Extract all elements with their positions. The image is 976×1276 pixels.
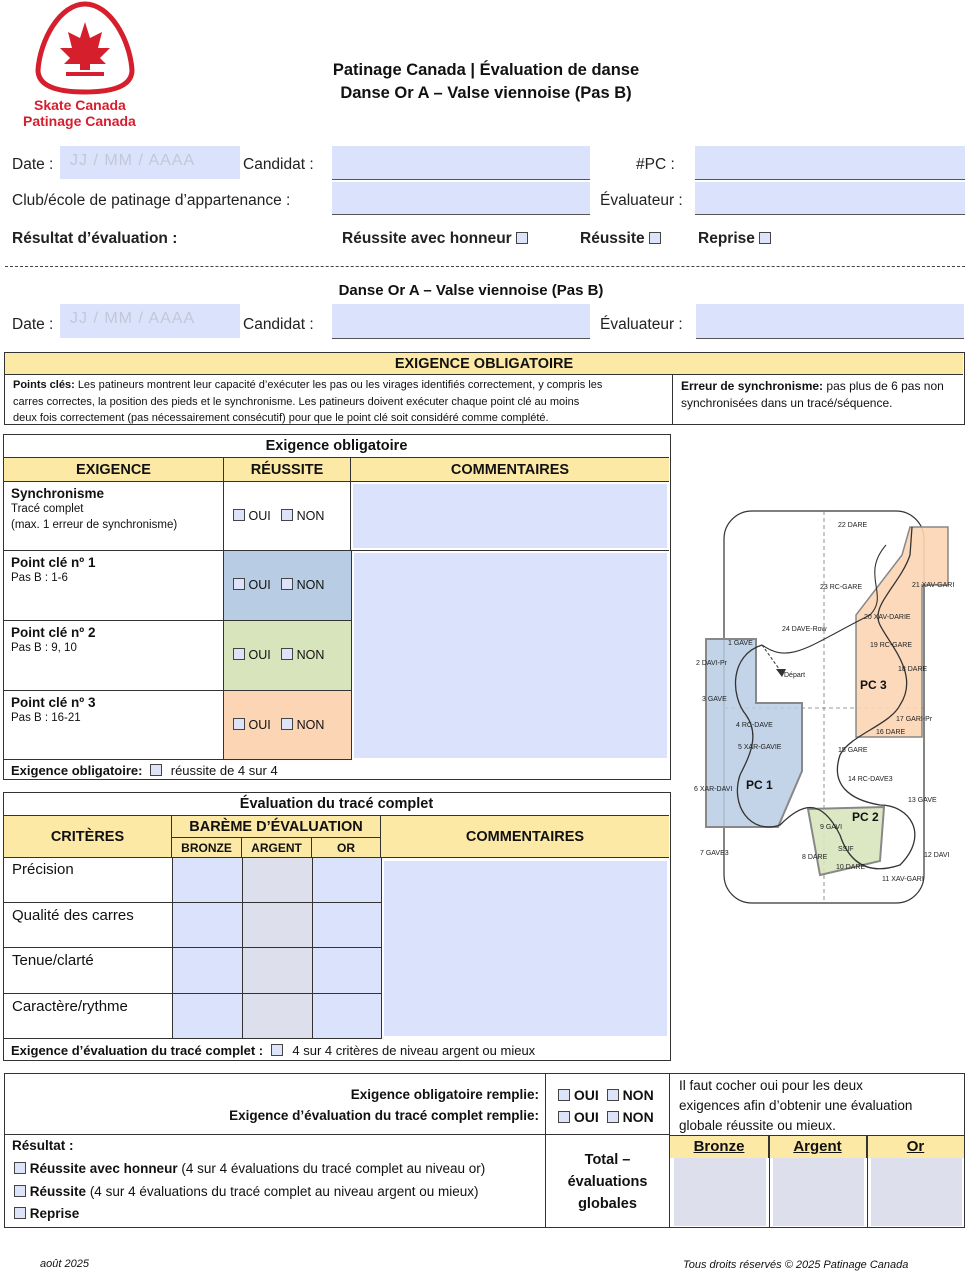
sync-error-line1: pas plus de 6 pas non — [826, 379, 944, 393]
diagram-label-13: 13 GAVE — [908, 797, 937, 804]
pattern-met-no-label: NON — [622, 1109, 654, 1125]
logo-text-fr: Patinage Canada — [23, 113, 136, 129]
col-scale-header: BARÈME D’ÉVALUATION — [172, 816, 381, 838]
kp1-cell — [4, 551, 224, 620]
key-points-text — [13, 377, 668, 427]
second-evaluator-label: Évaluateur : — [600, 316, 683, 333]
mandatory-footer-label: Exigence obligatoire: — [11, 763, 143, 778]
edges-bronze-cell[interactable] — [172, 903, 242, 947]
page-title: Patinage Canada | Évaluation de danse — [332, 61, 640, 79]
kp3-yes-checkbox[interactable] — [233, 718, 245, 730]
summary-result-section — [5, 1135, 546, 1227]
pattern-footer-text: 4 sur 4 critères de niveau argent ou mieux — [292, 1043, 536, 1058]
summary-retry-checkbox[interactable] — [14, 1207, 26, 1219]
carriage-gold-cell[interactable] — [312, 948, 381, 993]
kp2-title: Point clé nº 2 — [11, 625, 96, 640]
summary-pass-checkbox[interactable] — [14, 1185, 26, 1197]
pattern-met-yes-checkbox[interactable] — [558, 1111, 570, 1123]
level-gold-header: OR — [312, 838, 381, 858]
summary-honor-rest: (4 sur 4 évaluations du tracé complet au niveau or) — [181, 1161, 486, 1176]
summary-requirements — [5, 1074, 546, 1135]
result-retry-option[interactable] — [698, 230, 771, 248]
footer-date: août 2025 — [40, 1258, 89, 1270]
mandatory-row-kp1 — [4, 551, 351, 621]
kp1-success-cell — [224, 551, 351, 620]
sync-sub1: Tracé complet — [11, 503, 84, 515]
result-honor-checkbox[interactable] — [516, 232, 528, 244]
diagram-label-14: 14 RC-DAVE3 — [848, 776, 893, 783]
carriage-bronze-cell[interactable] — [172, 948, 242, 993]
criteria-row-carriage — [4, 948, 381, 994]
criteria-carriage-label: Tenue/clarté — [12, 952, 94, 969]
mandatory-table — [3, 434, 671, 780]
character-silver-cell[interactable] — [242, 994, 312, 1038]
mandatory-met-options — [558, 1087, 654, 1103]
kp3-sub1: Pas B : 16-21 — [11, 712, 81, 724]
diagram-label-3: 3 GAVE — [702, 696, 727, 703]
col-success-header: RÉUSSITE — [224, 458, 351, 482]
result-pass-option[interactable] — [580, 230, 661, 248]
kp1-no-label: NON — [296, 578, 325, 592]
summary-silver-header: Argent — [769, 1136, 867, 1158]
pattern-met-yes-label: OUI — [573, 1109, 599, 1125]
diagram-label-23: 23 RC-GARE — [820, 584, 863, 591]
key-points-line3: deux fois correctement (pas nécessairement consécutif) pour que le point clé soit considéré comme complété. — [13, 412, 549, 424]
kp1-no-checkbox[interactable] — [281, 578, 293, 590]
summary-gold-header: Or — [867, 1136, 964, 1158]
diagram-label-10: 10 DARE — [836, 864, 866, 871]
evaluator-label: Évaluateur : — [600, 192, 683, 209]
mandatory-footer — [11, 763, 278, 778]
kp2-sub1: Pas B : 9, 10 — [11, 642, 77, 654]
kp2-cell — [4, 621, 224, 690]
kp3-no-checkbox[interactable] — [281, 718, 293, 730]
diagram-label-8: 8 DARE — [802, 854, 828, 861]
diagram-pc2: PC 2 — [852, 810, 879, 824]
second-date-label: Date : — [12, 316, 54, 333]
kp3-success-cell — [224, 691, 351, 759]
key-points-label: Points clés: — [13, 379, 75, 391]
kp1-title: Point clé nº 1 — [11, 555, 96, 570]
summary-gold-field[interactable] — [871, 1158, 962, 1226]
diagram-label-ssif: SSIF — [838, 846, 854, 853]
club-label: Club/école de patinage d’appartenance : — [12, 192, 291, 209]
summary-note-line1: Il faut cocher oui pour les deux — [679, 1078, 863, 1093]
character-bronze-cell[interactable] — [172, 994, 242, 1038]
summary-level-divider-1 — [769, 1136, 770, 1228]
diagram-label-12: 12 DAVI — [924, 852, 950, 859]
second-evaluator-field[interactable] — [696, 304, 964, 339]
diagram-label-15: 15 GARE — [838, 747, 868, 754]
criteria-row-character — [4, 994, 381, 1039]
diagram-label-7: 7 GAVE3 — [700, 850, 729, 857]
pattern-footer — [11, 1043, 535, 1058]
diagram-label-9: 9 GAVI — [820, 824, 843, 831]
pc-field[interactable] — [695, 146, 965, 180]
pattern-comments-divider — [381, 858, 382, 1039]
kp2-yes-label: OUI — [248, 648, 271, 662]
mandatory-table-caption: Exigence obligatoire — [4, 435, 669, 458]
diagram-label-22: 22 DARE — [838, 522, 868, 529]
mandatory-row-sync — [4, 482, 669, 551]
summary-bronze-header: Bronze — [670, 1136, 769, 1158]
mandatory-info-title: EXIGENCE OBLIGATOIRE — [5, 353, 963, 375]
precision-bronze-cell[interactable] — [172, 858, 242, 902]
kp1-yes-label: OUI — [248, 578, 271, 592]
result-pass-checkbox[interactable] — [649, 232, 661, 244]
mandatory-met-no-label: NON — [622, 1087, 654, 1103]
kp3-no-label: NON — [296, 718, 325, 732]
kp1-sub1: Pas B : 1-6 — [11, 572, 68, 584]
sync-error-text — [681, 378, 961, 412]
sync-comments-field[interactable] — [353, 484, 667, 548]
cut-line-divider — [5, 266, 965, 267]
edges-gold-cell[interactable] — [312, 903, 381, 947]
summary-retry-option[interactable] — [14, 1206, 79, 1221]
diagram-label-depart: Départ — [784, 672, 806, 679]
sync-yes-checkbox[interactable] — [233, 509, 245, 521]
pattern-comments-header: COMMENTAIRES — [381, 816, 669, 858]
summary-honor-checkbox[interactable] — [14, 1162, 26, 1174]
summary-checkboxes — [546, 1074, 670, 1135]
diagram-label-5: 5 XAR-GAVIE — [738, 744, 782, 751]
sync-sub2: (max. 1 erreur de synchronisme) — [11, 519, 178, 531]
candidate-label: Candidat : — [243, 156, 314, 173]
sync-error-label: Erreur de synchronisme: — [681, 379, 824, 393]
summary-silver-field[interactable] — [773, 1158, 864, 1226]
pattern-met-label: Exigence d’évaluation du tracé complet remplie: — [229, 1108, 539, 1123]
pattern-diagram-svg — [690, 505, 960, 910]
mandatory-info-box — [4, 352, 965, 425]
sync-error-line2: synchronisées dans un tracé/séquence. — [681, 396, 893, 410]
criteria-precision-label: Précision — [12, 861, 74, 878]
pattern-met-options — [558, 1109, 654, 1125]
kp3-yes-label: OUI — [248, 718, 271, 732]
logo-text-en: Skate Canada — [34, 97, 126, 113]
pattern-footer-checkbox[interactable] — [271, 1044, 283, 1056]
summary-table — [4, 1073, 965, 1228]
pattern-table-caption: Évaluation du tracé complet — [4, 793, 669, 816]
summary-total-line2: évaluations — [567, 1174, 648, 1190]
diagram-label-2: 2 DAVI-Pr — [696, 660, 727, 667]
summary-retry-label: Reprise — [29, 1206, 80, 1221]
result-label: Résultat d’évaluation : — [12, 230, 178, 247]
second-date-field[interactable]: JJ / MM / AAAA — [60, 304, 240, 338]
pattern-diagram — [690, 505, 960, 910]
summary-pass-bold: Réussite — [29, 1184, 87, 1199]
key-points-line1: Les patineurs montrent leur capacité d’exécuter les pas ou les virages identifiés correctement, y compris les — [77, 379, 603, 391]
pattern-footer-label: Exigence d’évaluation du tracé complet : — [11, 1043, 264, 1058]
evaluator-field[interactable] — [695, 182, 965, 215]
kp2-success-cell — [224, 621, 351, 690]
level-bronze-header: BRONZE — [172, 838, 242, 858]
summary-pass-option[interactable] — [14, 1184, 479, 1199]
summary-total-line3: globales — [578, 1196, 637, 1212]
diagram-label-16: 16 DARE — [876, 729, 906, 736]
col-criteria-header: CRITÈRES — [4, 816, 172, 858]
summary-total-line1: Total – — [584, 1152, 631, 1168]
kp2-no-checkbox[interactable] — [281, 648, 293, 660]
mandatory-row-kp2 — [4, 621, 351, 691]
summary-total-label — [546, 1135, 670, 1227]
result-honor-label: Réussite avec honneur — [342, 230, 512, 247]
precision-gold-cell[interactable] — [312, 858, 381, 902]
edges-silver-cell[interactable] — [242, 903, 312, 947]
info-divider — [672, 375, 673, 424]
page-subtitle: Danse Or A – Valse viennoise (Pas B) — [340, 84, 632, 102]
second-candidate-field[interactable] — [332, 304, 590, 339]
summary-note-line3: globale réussite ou mieux. — [679, 1118, 836, 1133]
key-points-line2: carres correctes, la position des pieds et le synchronisme. Les patineurs doivent exécuter chaque point clé au moins — [13, 395, 580, 408]
col-comments-header: COMMENTAIRES — [351, 458, 669, 482]
diagram-label-19: 19 RC-GARE — [870, 642, 913, 649]
criteria-row-precision — [4, 858, 381, 903]
footer-rights: Tous droits réservés © 2025 Patinage Canada — [683, 1259, 909, 1271]
criteria-row-edges — [4, 903, 381, 948]
diagram-label-21: 21 XAV-GARI — [912, 582, 955, 589]
pattern-met-no-checkbox[interactable] — [607, 1111, 619, 1123]
criteria-character-label: Caractère/rythme — [12, 998, 128, 1015]
club-field[interactable] — [332, 182, 590, 215]
kp3-title: Point clé nº 3 — [11, 695, 96, 710]
candidate-field[interactable] — [332, 146, 590, 180]
second-candidate-label: Candidat : — [243, 316, 314, 333]
pattern-table — [3, 792, 671, 1061]
second-form-title: Danse Or A – Valse viennoise (Pas B) — [338, 282, 604, 299]
diagram-pc1: PC 1 — [746, 778, 773, 792]
diagram-label-4: 4 RC-DAVE — [736, 722, 773, 729]
diagram-label-20: 20 XAV-DARIE — [864, 614, 911, 621]
character-gold-cell[interactable] — [312, 994, 381, 1038]
mandatory-met-no-checkbox[interactable] — [607, 1089, 619, 1101]
carriage-silver-cell[interactable] — [242, 948, 312, 993]
summary-level-divider-2 — [867, 1136, 868, 1228]
result-retry-checkbox[interactable] — [759, 232, 771, 244]
precision-silver-cell[interactable] — [242, 858, 312, 902]
kp1-yes-checkbox[interactable] — [233, 578, 245, 590]
mandatory-met-yes-label: OUI — [573, 1087, 599, 1103]
mandatory-met-label: Exigence obligatoire remplie: — [350, 1087, 539, 1102]
diagram-label-24: 24 DAVE-Row — [782, 626, 827, 633]
mandatory-footer-checkbox[interactable] — [150, 764, 162, 776]
sync-yes-label: OUI — [248, 509, 271, 523]
sync-no-label: NON — [296, 509, 325, 523]
diagram-pc3: PC 3 — [860, 678, 887, 692]
summary-result-label: Résultat : — [12, 1138, 74, 1153]
summary-levels — [670, 1135, 964, 1227]
diagram-label-6: 6 XAR-DAVI — [694, 786, 733, 793]
diagram-label-1: 1 GAVE — [728, 640, 753, 647]
criteria-edges-label: Qualité des carres — [12, 907, 134, 924]
sync-cell — [4, 482, 224, 550]
date-label: Date : — [12, 156, 54, 173]
pattern-comments-field[interactable] — [384, 861, 667, 1036]
summary-pass-rest: (4 sur 4 évaluations du tracé complet au niveau argent ou mieux) — [89, 1184, 479, 1199]
kp2-yes-checkbox[interactable] — [233, 648, 245, 660]
sync-no-checkbox[interactable] — [281, 509, 293, 521]
result-retry-label: Reprise — [698, 230, 755, 247]
kp2-no-label: NON — [296, 648, 325, 662]
result-pass-label: Réussite — [580, 230, 645, 247]
col-requirement-header: EXIGENCE — [4, 458, 224, 482]
level-silver-header: ARGENT — [242, 838, 312, 858]
mandatory-met-yes-checkbox[interactable] — [558, 1089, 570, 1101]
mandatory-footer-text: réussite de 4 sur 4 — [170, 763, 278, 778]
diagram-label-17: 17 GARI-Pr — [896, 716, 933, 723]
kp-comments-field[interactable] — [354, 553, 667, 758]
date-field[interactable]: JJ / MM / AAAA — [60, 146, 240, 179]
summary-honor-option[interactable] — [14, 1161, 485, 1176]
summary-bronze-field[interactable] — [674, 1158, 766, 1226]
mandatory-row-kp3 — [4, 691, 351, 760]
result-honor-option[interactable] — [342, 230, 528, 248]
summary-note — [679, 1076, 964, 1136]
kp-comments-divider — [351, 551, 352, 760]
summary-honor-bold: Réussite avec honneur — [29, 1161, 178, 1176]
diagram-label-18: 18 DARE — [898, 666, 928, 673]
pc-label: #PC : — [636, 156, 675, 173]
diagram-label-11: 11 XAV-GARI — [882, 876, 924, 883]
sync-title: Synchronisme — [11, 486, 105, 501]
summary-note-line2: exigences afin d’obtenir une évaluation — [679, 1098, 913, 1113]
kp3-cell — [4, 691, 224, 759]
sync-success-cell — [224, 482, 351, 550]
